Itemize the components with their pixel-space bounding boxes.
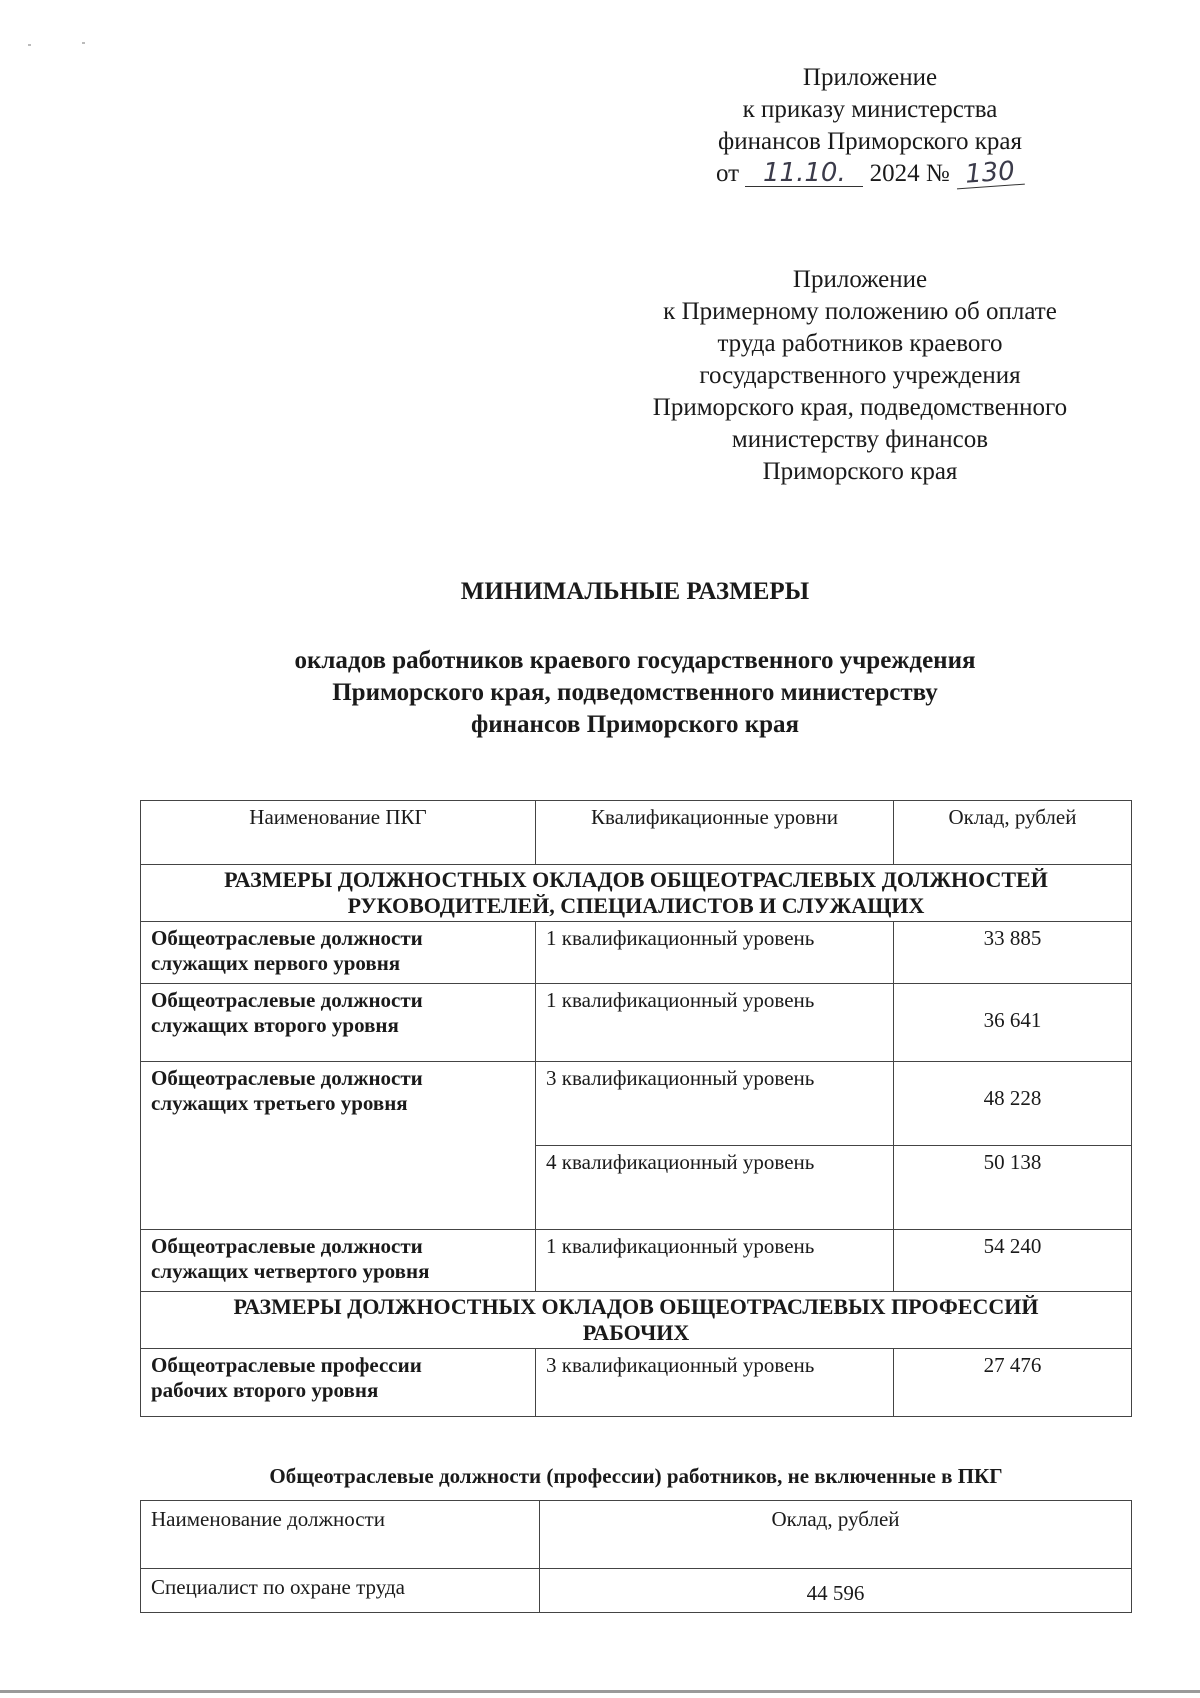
appendix-line: к Примерному положению об оплате	[663, 298, 1057, 325]
section-row	[141, 865, 1132, 922]
document-title: МИНИМАЛЬНЫЕ РАЗМЕРЫ	[460, 578, 810, 605]
appendix-line: финансов Приморского края	[718, 128, 1022, 155]
table-row	[141, 1230, 1132, 1292]
date-prefix: от	[716, 160, 740, 187]
column-header: Квалификационные уровни	[536, 801, 894, 865]
appendix-line: Приморского края, подведомственного	[652, 394, 1068, 421]
non-pkg-table	[140, 1500, 1132, 1613]
pkg-name-line: служащих второго уровня	[151, 1013, 399, 1037]
appendix-line: государственного учреждения	[699, 362, 1021, 389]
qualification-level: 3 квалификационный уровень	[536, 1062, 894, 1146]
table-row	[141, 922, 1132, 984]
salary-value: 50 138	[893, 1146, 1131, 1230]
salary-value: 44 596	[540, 1569, 1132, 1613]
subtitle-line: окладов работников краевого государственного учреждения	[294, 647, 976, 674]
scan-edge-line	[0, 1690, 1200, 1693]
section-heading	[141, 865, 1132, 922]
pkg-name-line: служащих первого уровня	[151, 951, 401, 975]
pkg-name	[141, 922, 536, 984]
section-heading-line: РУКОВОДИТЕЛЕЙ, СПЕЦИАЛИСТОВ И СЛУЖАЩИХ	[347, 893, 925, 918]
salary-value: 27 476	[893, 1349, 1131, 1417]
section-heading	[141, 1292, 1132, 1349]
appendix-label: Приложение	[792, 266, 928, 293]
appendix-line: Приморского края	[762, 458, 958, 485]
pkg-name-line: Общеотраслевые должности	[151, 926, 423, 950]
section-heading-line: РАЗМЕРЫ ДОЛЖНОСТНЫХ ОКЛАДОВ ОБЩЕОТРАСЛЕВЫХ ДОЛЖНОСТЕЙ	[224, 867, 1048, 892]
pkg-name	[141, 1349, 536, 1417]
subtitle-line: Приморского края, подведомственного министерству	[332, 679, 938, 706]
table-header-row	[141, 1501, 1132, 1569]
pkg-name	[141, 984, 536, 1062]
table-row	[141, 1062, 1132, 1146]
pkg-name-line: Общеотраслевые должности	[151, 1234, 423, 1258]
regulation-appendix-block	[610, 264, 1110, 488]
table-row	[141, 1569, 1132, 1613]
column-header: Наименование должности	[141, 1501, 540, 1569]
column-header: Наименование ПКГ	[141, 801, 536, 865]
handwritten-order-number: 130	[955, 158, 1025, 190]
pkg-name-line: рабочих второго уровня	[151, 1378, 379, 1402]
salary-value: 36 641	[893, 984, 1131, 1062]
salary-table	[140, 800, 1132, 1417]
appendix-line: к приказу министерства	[742, 96, 998, 123]
column-header: Оклад, рублей	[893, 801, 1131, 865]
subtitle-line: финансов Приморского края	[470, 711, 800, 738]
pkg-name-line: служащих третьего уровня	[151, 1091, 408, 1115]
salary-value: 48 228	[893, 1062, 1131, 1146]
pkg-name	[141, 1230, 536, 1292]
pkg-name-line: Общеотраслевые профессии	[151, 1353, 422, 1377]
order-appendix-block	[620, 62, 1120, 190]
scan-speck	[82, 42, 85, 44]
table-row	[141, 1349, 1132, 1417]
qualification-level: 3 квалификационный уровень	[536, 1349, 894, 1417]
document-subtitle	[230, 645, 1040, 741]
non-pkg-heading: Общеотраслевые должности (профессии) работников, не включенные в ПКГ	[269, 1464, 1003, 1488]
qualification-level: 1 квалификационный уровень	[536, 1230, 894, 1292]
qualification-level: 1 квалификационный уровень	[536, 984, 894, 1062]
scan-speck	[28, 44, 31, 46]
order-year: 2024 №	[869, 160, 950, 187]
pkg-name	[141, 1062, 536, 1230]
appendix-label: Приложение	[802, 64, 938, 91]
handwritten-date: 11.10.	[745, 160, 863, 187]
section-heading-line: РАЗМЕРЫ ДОЛЖНОСТНЫХ ОКЛАДОВ ОБЩЕОТРАСЛЕВЫХ ПРОФЕССИЙ	[233, 1294, 1039, 1319]
section-heading-line: РАБОЧИХ	[582, 1320, 690, 1345]
salary-value: 54 240	[893, 1230, 1131, 1292]
section-row	[141, 1292, 1132, 1349]
pkg-name-line: Общеотраслевые должности	[151, 1066, 423, 1090]
qualification-level: 4 квалификационный уровень	[536, 1146, 894, 1230]
order-date-line	[716, 158, 1024, 190]
table-row	[141, 984, 1132, 1062]
salary-value: 33 885	[893, 922, 1131, 984]
column-header: Оклад, рублей	[540, 1501, 1132, 1569]
appendix-line: министерству финансов	[731, 426, 989, 453]
position-name: Специалист по охране труда	[141, 1569, 540, 1613]
appendix-line: труда работников краевого	[717, 330, 1003, 357]
qualification-level: 1 квалификационный уровень	[536, 922, 894, 984]
pkg-name-line: служащих четвертого уровня	[151, 1259, 430, 1283]
table-header-row	[141, 801, 1132, 865]
pkg-name-line: Общеотраслевые должности	[151, 988, 423, 1012]
